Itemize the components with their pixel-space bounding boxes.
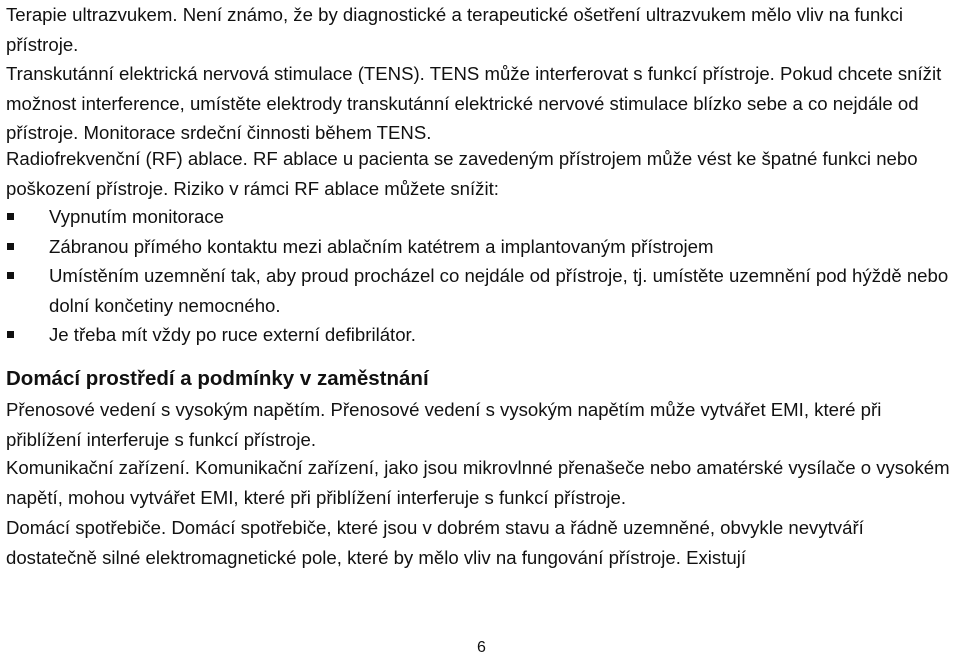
list-item-text: Umístěním uzemnění tak, aby proud procházel co nejdále od přístroje, tj. umístěte uzemnění pod hýždě nebo dolní končetiny nemocného.	[49, 265, 949, 316]
paragraph-lead: Domácí spotřebiče.	[6, 517, 167, 538]
rf-risk-list	[6, 202, 954, 350]
paragraph-body: RF ablace u pacienta se zavedeným přístrojem může vést ke špatné funkci nebo poškození přístroje. Riziko v rámci RF ablace můžete snížit:	[6, 148, 918, 199]
bullet-square-icon	[7, 213, 14, 220]
paragraph-rf-ablation	[6, 144, 954, 203]
paragraph-body: Domácí spotřebiče, které jsou v dobrém stavu a řádně uzemněné, obvykle nevytváří dostatečně silné elektromagnetické pole, které by mělo vliv na fungování přístroje. Existují	[6, 517, 864, 568]
paragraph-body: Přenosové vedení s vysokým napětím může vytvářet EMI, které při přiblížení interferuje s funkcí přístroje.	[6, 399, 882, 450]
list-item	[6, 202, 954, 232]
paragraph-body: Není známo, že by diagnostické a terapeutické ošetření ultrazvukem mělo vliv na funkci přístroje.	[6, 4, 904, 55]
paragraph-tens	[6, 59, 954, 148]
paragraph-body: TENS může interferovat s funkcí přístroje. Pokud chcete snížit možnost interference, umístěte elektrody transkutánní elektrické nervové stimulace blízko sebe a co nejdále od přístroje. Monitorace srdeční činnosti během TENS.	[6, 63, 942, 143]
list-item-text: Zábranou přímého kontaktu mezi ablačním katétrem a implantovaným přístrojem	[49, 235, 714, 257]
list-item-text: Vypnutím monitorace	[49, 206, 224, 227]
paragraph-lead: Terapie ultrazvukem.	[6, 4, 178, 25]
section-heading: Domácí prostředí a podmínky v zaměstnání	[6, 367, 429, 390]
paragraph-high-voltage-lines	[6, 395, 954, 454]
page-number: 6	[477, 639, 486, 656]
list-item	[6, 261, 954, 320]
paragraph-lead: Komunikační zařízení.	[6, 457, 190, 478]
list-item	[6, 232, 954, 262]
bullet-square-icon	[7, 272, 14, 279]
paragraph-home-appliances	[6, 513, 954, 572]
paragraph-lead: Transkutánní elektrická nervová stimulace (TENS).	[6, 63, 425, 84]
paragraph-communication-devices	[6, 453, 954, 512]
paragraph-lead: Přenosové vedení s vysokým napětím.	[6, 399, 326, 420]
paragraph-lead: Radiofrekvenční (RF) ablace.	[6, 148, 248, 169]
bullet-square-icon	[7, 243, 14, 250]
list-item-text: Je třeba mít vždy po ruce externí defibrilátor.	[49, 324, 416, 345]
paragraph-ultrasound-therapy	[6, 0, 954, 59]
bullet-square-icon	[7, 331, 14, 338]
paragraph-body: Komunikační zařízení, jako jsou mikrovlnné přenašeče nebo amatérské vysílače o vysokém napětí, mohou vytvářet EMI, které při přiblížení interferuje s funkcí přístroje.	[6, 457, 950, 508]
list-item	[6, 320, 954, 350]
